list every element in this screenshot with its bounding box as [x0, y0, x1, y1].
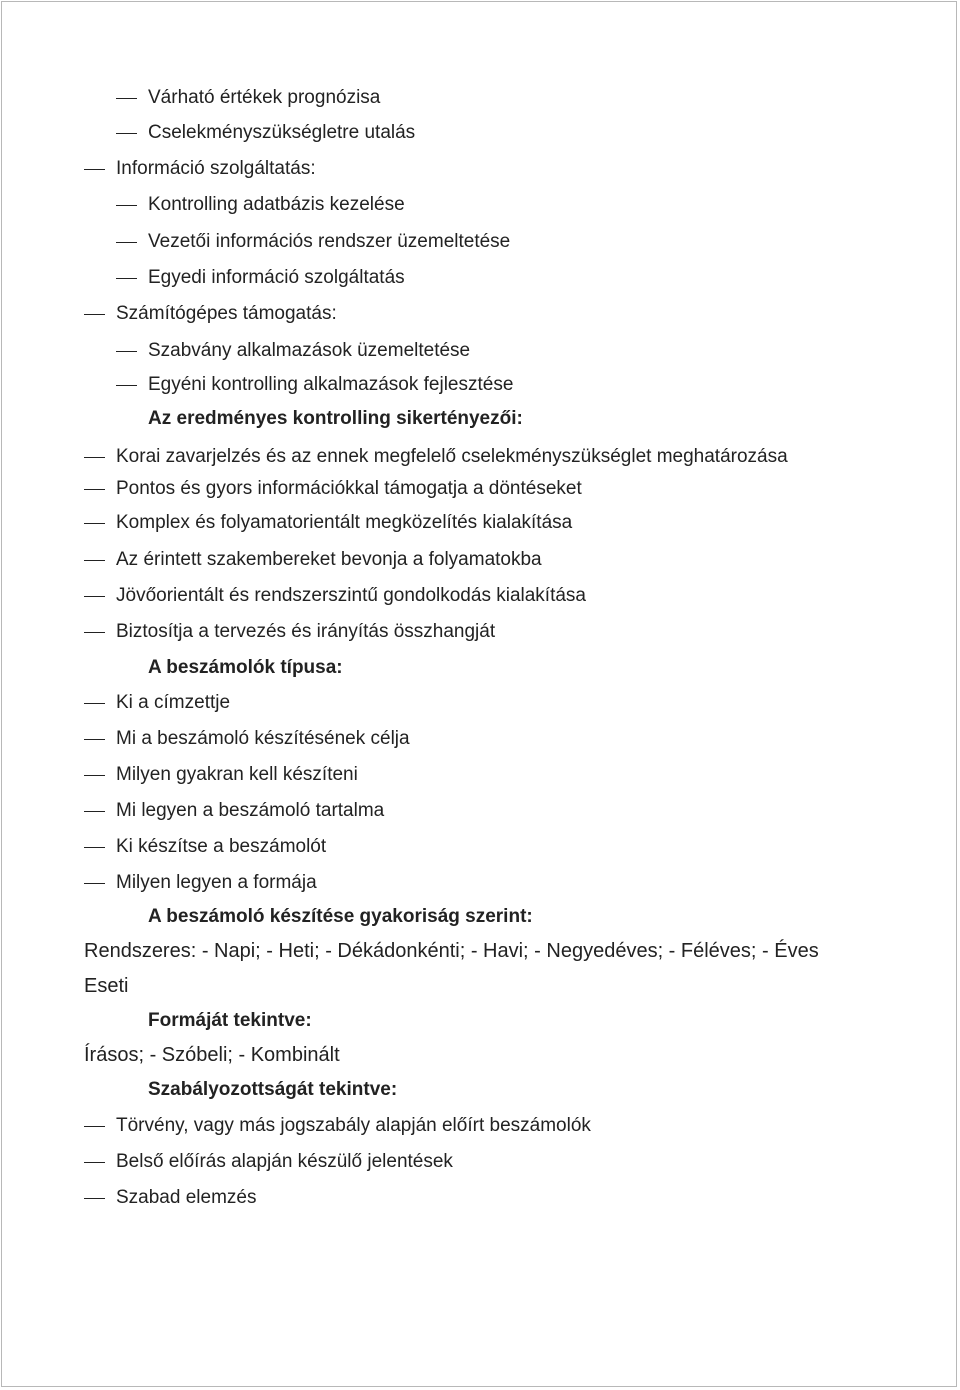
- list-item: Számítógépes támogatás:: [116, 303, 337, 324]
- list-item: Biztosítja a tervezés és irányítás összhangját: [116, 621, 496, 642]
- section-heading: A beszámoló készítése gyakoriság szerint:: [148, 906, 533, 927]
- list-item: Jövőorientált és rendszerszintű gondolkodás kialakítása: [116, 585, 586, 606]
- list-dash: [84, 489, 105, 490]
- list-dash: [116, 133, 137, 134]
- list-item: Ki a címzettje: [116, 692, 231, 713]
- list-dash: [116, 385, 137, 386]
- list-dash: [84, 632, 105, 633]
- list-dash: [84, 883, 105, 884]
- list-dash: [84, 523, 105, 524]
- list-item: Komplex és folyamatorientált megközelítés kialakítása: [116, 512, 573, 533]
- list-dash: [84, 596, 105, 597]
- list-dash: [84, 314, 105, 315]
- list-item: Egyedi információ szolgáltatás: [148, 267, 405, 288]
- list-item: Belső előírás alapján készülő jelentések: [116, 1151, 453, 1172]
- list-item: Cselekményszükségletre utalás: [148, 122, 416, 143]
- list-dash: [84, 560, 105, 561]
- list-item: Ki készítse a beszámolót: [116, 836, 327, 857]
- paragraph-text: Eseti: [84, 975, 129, 997]
- list-item: Milyen legyen a formája: [116, 872, 317, 893]
- list-dash: [84, 739, 105, 740]
- list-dash: [84, 1162, 105, 1163]
- list-item: Törvény, vagy más jogszabály alapján előírt beszámolók: [116, 1115, 591, 1136]
- paragraph-text: Rendszeres: - Napi; - Heti; - Dékádonkénti; - Havi; - Negyedéves; - Féléves; - Éves: [84, 940, 819, 962]
- list-dash: [116, 98, 137, 99]
- list-item: Mi legyen a beszámoló tartalma: [116, 800, 385, 821]
- list-dash: [84, 703, 105, 704]
- list-item: Az érintett szakembereket bevonja a folyamatokba: [116, 549, 542, 570]
- list-item: Várható értékek prognózisa: [148, 87, 381, 108]
- list-item: Információ szolgáltatás:: [116, 158, 316, 179]
- list-item: Mi a beszámoló készítésének célja: [116, 728, 410, 749]
- list-dash: [84, 457, 105, 458]
- paragraph-text: Írásos; - Szóbeli; - Kombinált: [84, 1044, 340, 1066]
- list-dash: [116, 351, 137, 352]
- section-heading: A beszámolók típusa:: [148, 657, 343, 678]
- list-item: Szabad elemzés: [116, 1187, 257, 1208]
- list-item: Vezetői információs rendszer üzemeltetése: [148, 231, 511, 252]
- list-dash: [84, 1126, 105, 1127]
- section-heading: Szabályozottságát tekintve:: [148, 1079, 398, 1100]
- list-item: Milyen gyakran kell készíteni: [116, 764, 358, 785]
- list-dash: [84, 847, 105, 848]
- list-dash: [84, 1198, 105, 1199]
- list-item: Korai zavarjelzés és az ennek megfelelő cselekményszükséglet meghatározása: [116, 446, 788, 467]
- section-heading: Formáját tekintve:: [148, 1010, 312, 1031]
- section-heading: Az eredményes kontrolling sikertényezői:: [148, 408, 523, 429]
- list-item: Szabvány alkalmazások üzemeltetése: [148, 340, 471, 361]
- list-item: Egyéni kontrolling alkalmazások fejlesztése: [148, 374, 514, 395]
- list-item: Kontrolling adatbázis kezelése: [148, 194, 405, 215]
- list-dash: [116, 205, 137, 206]
- list-dash: [84, 775, 105, 776]
- list-dash: [84, 811, 105, 812]
- list-dash: [116, 242, 137, 243]
- list-item: Pontos és gyors információkkal támogatja a döntéseket: [116, 478, 582, 499]
- list-dash: [84, 169, 105, 170]
- list-dash: [116, 278, 137, 279]
